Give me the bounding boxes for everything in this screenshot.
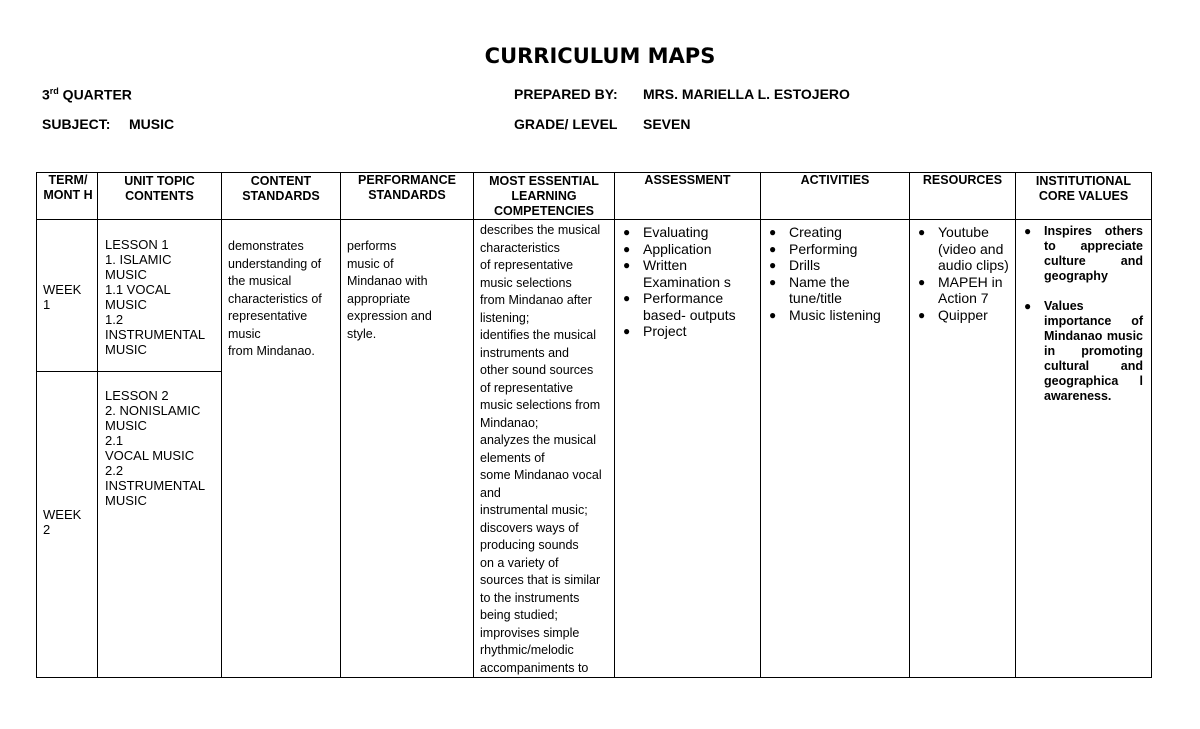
performance-standard-line: appropriate xyxy=(347,291,411,306)
assessment-item xyxy=(615,290,756,323)
melc-cell xyxy=(474,220,615,678)
activity-item xyxy=(761,274,905,307)
page-title: CURRICULUM MAPS xyxy=(484,44,716,68)
week-2-label: WEEK xyxy=(43,507,82,522)
quarter-superscript: rd xyxy=(49,86,59,96)
assessment-list xyxy=(615,220,760,340)
content-standard-line: from Mindanao. xyxy=(228,344,315,358)
melc-line: Mindanao; xyxy=(480,415,539,430)
content-standard-line: the musical xyxy=(228,274,292,288)
lesson-1-content xyxy=(98,220,221,357)
melc-line: on a variety of xyxy=(480,555,559,570)
header-term: TERM/ MONT H xyxy=(37,173,98,220)
melc-line: producing sounds xyxy=(480,538,579,552)
header-resources: RESOURCES xyxy=(910,173,1016,220)
melc-line: accompaniments to xyxy=(480,660,589,675)
assessment-item xyxy=(615,323,756,340)
subject-label: SUBJECT: xyxy=(42,116,111,132)
week-1-label: WEEK xyxy=(43,282,82,297)
resource-item xyxy=(910,224,1011,274)
core-value-item-text: Values importance of Mindanao music in promoting cultural and geographica l awareness. xyxy=(1044,299,1143,403)
assessment-cell xyxy=(615,220,761,678)
activities-cell xyxy=(761,220,910,678)
content-standard-line: characteristics of xyxy=(228,291,322,306)
grade-level-value: SEVEN xyxy=(643,116,691,132)
lesson-1-line: LESSON 1 xyxy=(105,237,169,252)
lesson-1-line: 1.1 VOCAL xyxy=(105,282,171,297)
performance-standard-line: performs xyxy=(347,239,397,253)
header-unit-topic: UNIT TOPIC CONTENTS xyxy=(98,173,222,220)
week-2-cell xyxy=(37,372,98,678)
melc-line: improvises simple xyxy=(480,625,580,640)
bullet-icon: ● xyxy=(1024,224,1032,238)
header-melc: MOST ESSENTIAL LEARNING COMPETENCIES xyxy=(474,173,615,220)
melc-line: rhythmic/melodic xyxy=(480,643,574,657)
assessment-item-text: Written Examination s xyxy=(643,257,731,290)
core-values-cell xyxy=(1016,220,1152,678)
bullet-icon: ● xyxy=(918,307,926,322)
melc-line: instrumental music; xyxy=(480,503,588,517)
content-standard-line: music xyxy=(228,326,261,341)
content-standard-line: representative xyxy=(228,309,308,323)
resources-list xyxy=(910,220,1015,323)
assessment-item-text: Project xyxy=(643,323,687,339)
melc-line: music selections from xyxy=(480,398,601,412)
melc-line: analyzes the musical xyxy=(480,433,597,447)
header-row xyxy=(37,173,1152,220)
performance-standard-line: music of xyxy=(347,256,394,271)
bullet-icon: ● xyxy=(769,307,777,322)
header-content-standards: CONTENT STANDARDS xyxy=(222,173,341,220)
content-standard-text xyxy=(222,220,340,361)
bullet-icon: ● xyxy=(1024,299,1032,313)
bullet-icon: ● xyxy=(769,225,777,239)
melc-line: from Mindanao after xyxy=(480,293,592,307)
melc-line: other sound sources xyxy=(480,363,594,377)
activity-item-text: Performing xyxy=(789,240,858,257)
lesson-2-line: 2.1 xyxy=(105,433,124,448)
bullet-icon: ● xyxy=(623,225,631,239)
activity-item xyxy=(761,257,905,274)
header-performance-standards: PERFORMANCE STANDARDS xyxy=(341,173,474,220)
core-value-item-text: Inspires others to appreciate culture and geography xyxy=(1044,224,1143,283)
lesson-1-cell xyxy=(98,220,222,372)
lesson-2-cell xyxy=(98,372,222,678)
performance-standard-line: style. xyxy=(347,326,377,341)
melc-line: listening; xyxy=(480,310,530,325)
lesson-1-line: MUSIC xyxy=(105,342,147,357)
activity-item-text: Creating xyxy=(789,224,842,240)
resource-item xyxy=(910,274,1011,307)
core-value-item xyxy=(1016,299,1143,404)
bullet-icon: ● xyxy=(769,274,777,289)
week-1-row xyxy=(37,220,1152,372)
assessment-item-text: Evaluating xyxy=(643,224,709,240)
melc-line: characteristics xyxy=(480,240,560,255)
curriculum-map-table xyxy=(36,172,1152,678)
lesson-2-content xyxy=(98,372,221,508)
assessment-item-text: Performance based- outputs xyxy=(643,290,736,323)
bullet-icon: ● xyxy=(769,258,777,272)
activity-item xyxy=(761,224,905,241)
header-assessment: ASSESSMENT xyxy=(615,173,761,220)
melc-line: to the instruments xyxy=(480,590,580,605)
activities-list xyxy=(761,220,909,323)
melc-line: some Mindanao vocal xyxy=(480,468,602,482)
core-values-list xyxy=(1016,220,1151,404)
performance-standard-cell xyxy=(341,220,474,678)
melc-line: of representative xyxy=(480,258,574,272)
bullet-icon: ● xyxy=(918,274,926,289)
performance-standard-line: Mindanao with xyxy=(347,274,428,288)
quarter-label xyxy=(42,86,132,103)
lesson-1-line: MUSIC xyxy=(105,297,147,312)
melc-line: of representative xyxy=(480,380,574,395)
assessment-item xyxy=(615,224,756,241)
melc-line: describes the musical xyxy=(480,223,601,237)
quarter-number: 3 xyxy=(42,86,50,103)
content-standard-cell xyxy=(222,220,341,678)
performance-standard-text xyxy=(341,220,473,343)
prepared-by-value: MRS. MARIELLA L. ESTOJERO xyxy=(643,86,850,102)
melc-line: music selections xyxy=(480,275,572,290)
bullet-icon: ● xyxy=(623,258,631,272)
lesson-1-line: 1.2 xyxy=(105,312,124,327)
bullet-icon: ● xyxy=(769,241,777,256)
week-1-cell xyxy=(37,220,98,372)
week-1-number: 1 xyxy=(43,297,51,312)
activity-item-text: Name the tune/title xyxy=(789,273,850,306)
resource-item-text: Youtube (video and audio clips) xyxy=(938,224,1009,273)
bullet-icon: ● xyxy=(623,241,631,256)
week-2-number: 2 xyxy=(43,522,51,537)
lesson-2-line: VOCAL MUSIC xyxy=(105,448,195,463)
lesson-2-line: 2. NONISLAMIC xyxy=(105,403,201,418)
assessment-item xyxy=(615,257,756,290)
melc-line: instruments and xyxy=(480,345,569,360)
lesson-2-line: INSTRUMENTAL xyxy=(105,478,206,493)
core-value-item xyxy=(1016,224,1143,284)
activity-item xyxy=(761,307,905,324)
resources-cell xyxy=(910,220,1016,678)
grade-level-label: GRADE/ LEVEL xyxy=(514,116,618,132)
subject-value: MUSIC xyxy=(129,116,175,132)
header-activities: ACTIVITIES xyxy=(761,173,910,220)
prepared-by-label: PREPARED BY: xyxy=(514,86,618,102)
quarter-text: QUARTER xyxy=(58,86,132,103)
bullet-icon: ● xyxy=(918,225,926,239)
lesson-2-line: 2.2 xyxy=(105,463,124,478)
content-standard-line: understanding of xyxy=(228,256,322,271)
melc-line: being studied; xyxy=(480,608,558,622)
lesson-2-line: LESSON 2 xyxy=(105,388,169,403)
lesson-2-line: MUSIC xyxy=(105,493,147,508)
bullet-icon: ● xyxy=(623,324,631,338)
content-standard-line: demonstrates xyxy=(228,239,304,253)
lesson-1-line: MUSIC xyxy=(105,267,147,282)
melc-text xyxy=(474,220,614,677)
lesson-2-line: MUSIC xyxy=(105,418,147,433)
activity-item-text: Music listening xyxy=(789,306,881,323)
header-core-values: INSTITUTIONAL CORE VALUES xyxy=(1016,173,1152,220)
lesson-1-line: INSTRUMENTAL xyxy=(105,327,206,342)
melc-line: discovers ways of xyxy=(480,520,579,535)
activity-item-text: Drills xyxy=(789,257,821,273)
resource-item xyxy=(910,307,1011,324)
performance-standard-line: expression and xyxy=(347,309,432,323)
melc-line: and xyxy=(480,485,501,500)
lesson-1-line: 1. ISLAMIC xyxy=(105,252,172,267)
bullet-icon: ● xyxy=(623,291,631,305)
assessment-item xyxy=(615,241,756,258)
melc-line: elements of xyxy=(480,450,545,465)
melc-line: identifies the musical xyxy=(480,328,597,342)
melc-line: sources that is similar xyxy=(480,573,601,587)
resource-item-text: Quipper xyxy=(938,306,988,323)
resource-item-text: MAPEH in Action 7 xyxy=(938,273,1003,306)
activity-item xyxy=(761,241,905,258)
assessment-item-text: Application xyxy=(643,240,712,257)
